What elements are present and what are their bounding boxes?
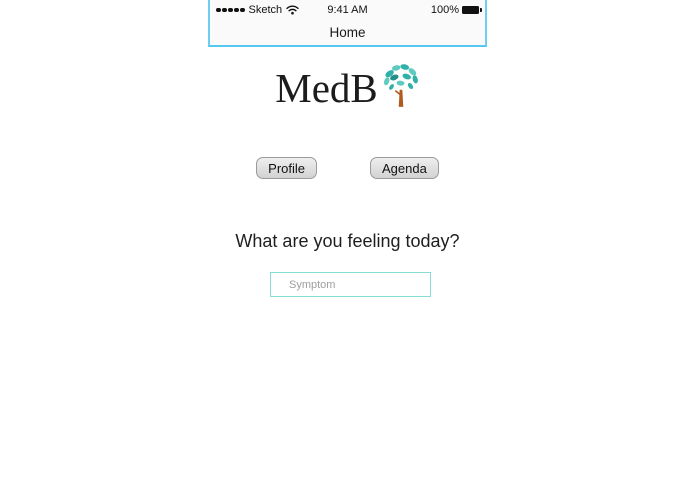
action-buttons	[208, 157, 487, 179]
status-bar-left	[216, 4, 327, 16]
carrier-label: Sketch	[248, 4, 283, 16]
feeling-question: What are you feeling today?	[235, 231, 460, 251]
battery-percent-label: 100%	[430, 4, 460, 16]
phone-screen	[208, 0, 487, 494]
page-title: Home	[329, 25, 366, 40]
logo-text: MedB	[275, 64, 378, 111]
symptom-input[interactable]	[270, 272, 431, 297]
battery-icon	[462, 6, 479, 14]
profile-button[interactable]: Profile	[256, 157, 317, 179]
logo	[208, 64, 487, 112]
status-bar-right	[368, 4, 479, 16]
agenda-button[interactable]: Agenda	[370, 157, 439, 179]
nav-bar	[210, 20, 485, 45]
status-bar	[210, 0, 485, 20]
tree-icon	[382, 63, 420, 109]
wifi-icon	[286, 5, 299, 15]
cellular-signal-icon	[216, 8, 245, 13]
top-bar	[208, 0, 487, 47]
status-time: 9:41 AM	[327, 4, 368, 16]
